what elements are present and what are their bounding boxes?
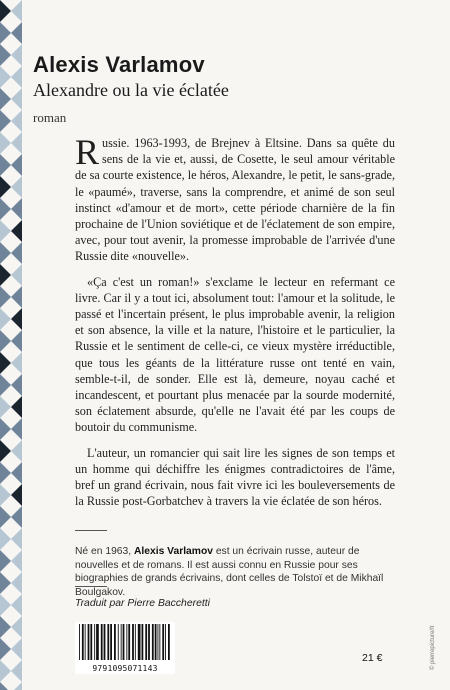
barcode-bar [126,624,127,660]
barcode-bar [159,624,160,660]
barcode-bar [90,624,92,660]
stripe-chevron [0,220,11,242]
stripe-chevron [11,308,22,330]
decorative-chevron-stripe [0,0,22,690]
stripe-chevron [11,132,22,154]
photo-credit: © pierrepicture/fr [430,625,436,670]
barcode-bar [94,624,95,660]
stripe-chevron [11,44,22,66]
stripe-chevron [11,66,22,88]
stripe-chevron [11,396,22,418]
stripe-chevron [11,22,22,44]
barcode-bar [142,624,144,660]
barcode-bar [121,624,122,660]
barcode-bar [107,624,109,660]
stripe-chevron [11,506,22,528]
bio-text: est un écrivain russe, auteur de nouvelles et de romans. Il est aussi connu en Russie pour ses biographies de grands écrivains, dont celles de Tolstoï et de Mikhaïl Boulgakov. [75,546,384,598]
stripe-chevron [0,330,11,352]
stripe-chevron [0,638,11,660]
barcode-bar [148,624,150,660]
translator-credit: Traduit par Pierre Baccheretti [75,598,210,609]
stripe-chevron [11,528,22,550]
stripe-chevron [11,352,22,374]
stripe-chevron [0,22,11,44]
stripe-chevron [0,418,11,440]
stripe-chevron [0,110,11,132]
barcode-bar [101,624,103,660]
barcode-bar [132,624,134,660]
stripe-chevron [0,352,11,374]
stripe-chevron [11,242,22,264]
stripe-chevron [0,616,11,638]
stripe-chevron [0,462,11,484]
stripe-chevron [0,44,11,66]
stripe-chevron [0,154,11,176]
stripe-chevron [11,616,22,638]
stripe-chevron [11,682,22,690]
divider-rule [75,530,107,531]
barcode-bar [114,624,116,660]
barcode-bar [79,624,80,660]
stripe-chevron [11,154,22,176]
barcode-bar [88,624,90,660]
stripe-chevron [11,550,22,572]
blurb-paragraph-1 [75,132,395,265]
stripe-chevron [0,528,11,550]
stripe-chevron [11,264,22,286]
barcode-bar [123,624,125,660]
barcode-bar [96,624,99,660]
barcode-number: 9791095071143 [92,664,158,673]
barcode-bars [79,624,171,662]
stripe-chevron [0,506,11,528]
stripe-chevron [0,660,11,682]
genre-label: roman [33,110,67,125]
stripe-chevron [0,264,11,286]
stripe-chevron [11,88,22,110]
barcode-bar [138,624,141,660]
stripe-chevron [0,88,11,110]
blurb-paragraph-2: «Ça c'est un roman!» s'exclame le lecteur en refermant ce livre. Car il y a tout ici, absolument tout: l'amour et la solitude, le passé et l'incertain présent, le plus improbable avenir, la religion et son absence, la ville et la nature, l'histoire et le particulier, la Russie et le sentiment de celle-ci, ce vieux mystère irréductible, que tous les géants de la littérature russe ont tenté en vain, semble-t-il, de sonder. Elle est là, demeure, noyau caché et incandescent, et pourtant plus menacée par la sourde modernité, son éclatement absurde, qu'elle ne l'avait été par les coups de boutoir du communisme. [75,274,395,435]
stripe-chevron [11,440,22,462]
stripe-chevron [11,330,22,352]
isbn-barcode [75,622,175,674]
barcode-bar [85,624,86,660]
stripe-chevron [11,220,22,242]
barcode-bar [128,624,130,660]
price-label: 21 € [362,652,383,664]
barcode-bar [104,624,106,660]
divider-rule [75,586,107,587]
blurb-text [75,132,395,518]
stripe-chevron [0,132,11,154]
bio-author-name: Alexis Varlamov [133,546,213,557]
stripe-chevron [11,286,22,308]
stripe-chevron [11,198,22,220]
barcode-bar [165,624,166,660]
stripe-chevron [0,550,11,572]
blurb-paragraph-1-text: ussie. 1963-1993, de Brejnev à Eltsine. Dans sa quête du sens de la vie et, aussi, de Cosette, le seul amour véritable de sa courte existence, le héros, Alexandre, le petit, le sans-grade, le «paumé», traverse, sans la comprendre, et animé de son seul instinct «d'amour et de mort», cette période charnière de la fin prochaine de l'Union soviétique et de l'éclatement de son empire, avec, pour tout avenir, la promesse improbable de l'arrivée d'une Russie dite «nouvelle». [75,136,395,264]
stripe-chevron [0,594,11,616]
barcode-bar [82,624,84,660]
stripe-chevron [0,242,11,264]
stripe-chevron [0,374,11,396]
stripe-chevron [0,198,11,220]
author-name: Alexis Varlamov [33,52,205,77]
stripe-chevron [11,594,22,616]
barcode-bar [152,624,154,660]
blurb-paragraph-3: L'auteur, un romancier qui sait lire les signes de son temps et un homme qui déchiffre les énigmes contradictoires de l'âme, bref un grand écrivain, nous fait vivre ici les bouleversements de la Russie post-Gorbatchev à travers la vie éclatée de son héros. [75,445,395,509]
stripe-chevron [0,66,11,88]
stripe-chevron [11,374,22,396]
stripe-chevron [0,396,11,418]
stripe-chevron [0,440,11,462]
barcode-bar [135,624,136,660]
stripe-chevron [11,462,22,484]
stripe-chevron [0,286,11,308]
barcode-bar [168,624,170,660]
stripe-chevron [11,0,22,22]
stripe-chevron [11,484,22,506]
barcode-bar [155,624,157,660]
book-title: Alexandre ou la vie éclatée [33,80,229,100]
stripe-chevron [0,484,11,506]
barcode-bar [118,624,119,660]
stripe-chevron [11,418,22,440]
stripe-chevron [11,660,22,682]
stripe-chevron [11,110,22,132]
barcode-bar [162,624,164,660]
barcode-bar [158,624,159,660]
stripe-chevron [0,176,11,198]
author-bio [75,545,405,599]
barcode-bar [110,624,112,660]
stripe-chevron [0,572,11,594]
stripe-chevron [0,308,11,330]
stripe-chevron [0,0,11,22]
drop-cap: R [75,132,100,172]
stripe-chevron [11,176,22,198]
stripe-chevron [0,682,11,690]
stripe-chevron [11,638,22,660]
stripe-chevron [11,572,22,594]
barcode-bar [145,624,147,660]
bio-prefix: Né en 1963, [75,546,134,557]
